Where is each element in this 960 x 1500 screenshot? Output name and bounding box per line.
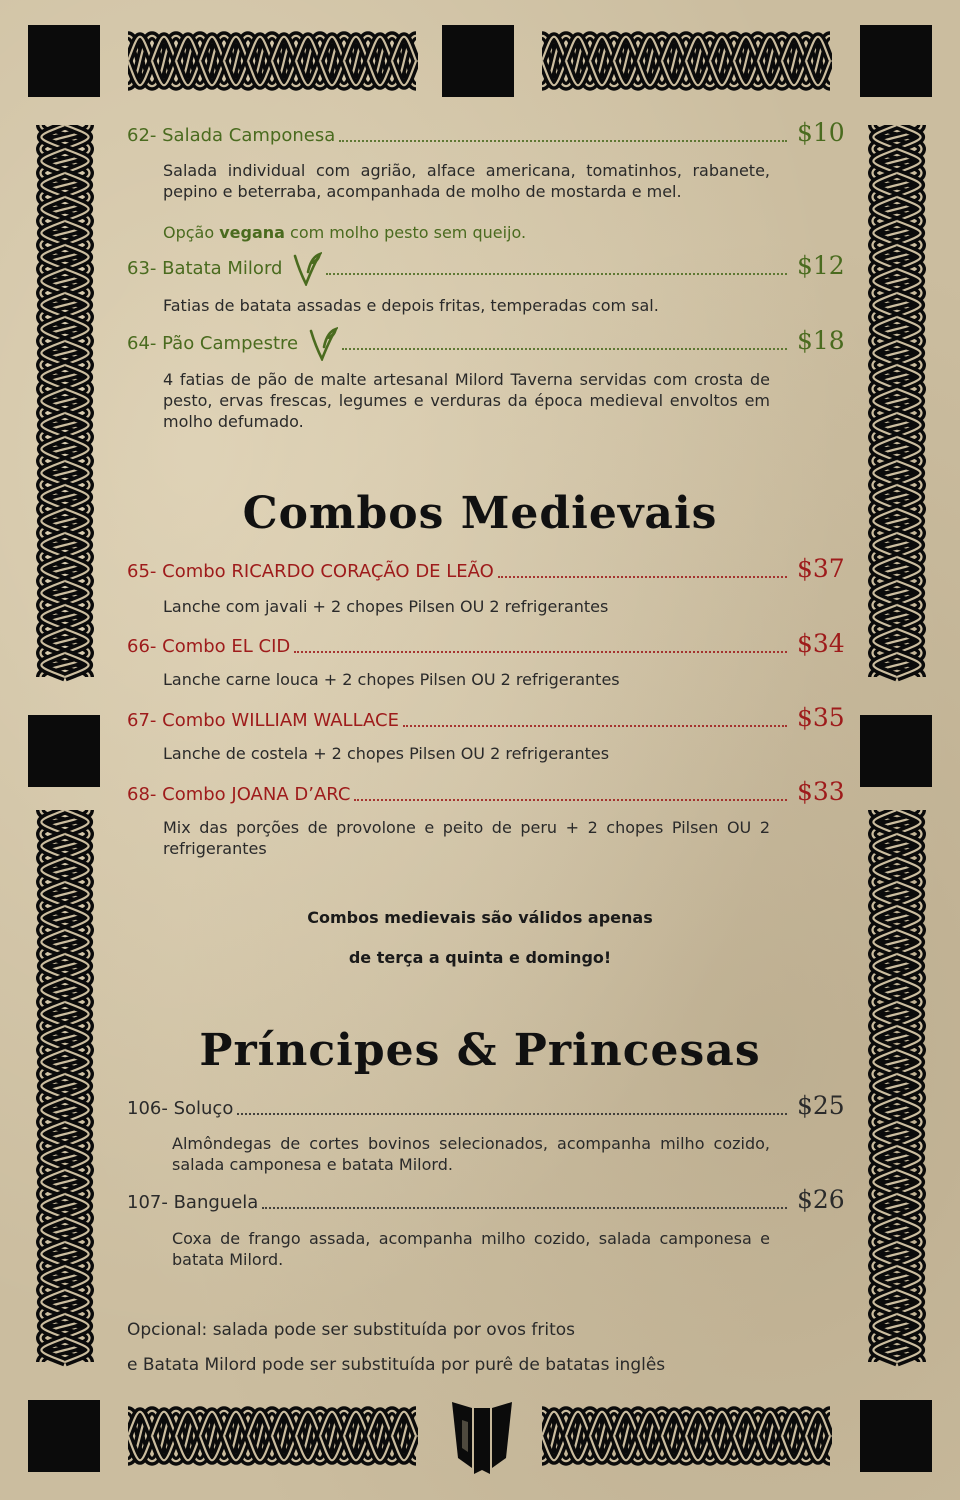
- item-description: Fatias de batata assadas e depois fritas, temperadas com sal.: [163, 296, 659, 315]
- square-right-middle: [860, 715, 932, 787]
- dot-leader: [237, 1113, 787, 1115]
- section-title-kids: Príncipes & Princesas: [199, 1025, 761, 1076]
- item-name: 106- Soluço: [127, 1098, 234, 1119]
- celtic-knot-top-left: [128, 25, 418, 97]
- leaf-icon: [308, 327, 338, 361]
- celtic-knot-left-upper: [30, 125, 100, 690]
- item-name: 65- Combo RICARDO CORAÇÃO DE LEÃO: [127, 561, 494, 582]
- item-name: 66- Combo EL CID: [127, 636, 291, 657]
- item-price: $10: [797, 118, 845, 147]
- item-description: Almôndegas de cortes bovinos selecionados, acompanha milho cozido, salada camponesa e batata Milord.: [172, 1134, 770, 1174]
- celtic-knot-bottom-right: [542, 1400, 832, 1472]
- menu-item-combo-ricardo: [127, 553, 845, 583]
- dot-leader: [342, 348, 787, 350]
- menu-item-pao-campestre: [127, 325, 845, 355]
- item-name: 64- Pão Campestre: [127, 333, 299, 354]
- optional-note-line1: Opcional: salada pode ser substituída por ovos fritos: [127, 1320, 576, 1340]
- item-name: 63- Batata Milord: [127, 258, 283, 279]
- square-left-middle: [28, 715, 100, 787]
- item-description: Mix das porções de provolone e peito de peru + 2 chopes Pilsen OU 2 refrigerantes: [163, 818, 770, 858]
- item-name: 62- Salada Camponesa: [127, 125, 336, 146]
- menu-item-soluco: [127, 1090, 845, 1120]
- option-text-pre: Opção: [163, 223, 220, 242]
- section-title-combos: Combos Medievais: [242, 488, 718, 539]
- menu-item-salada-camponesa: [127, 117, 845, 147]
- item-price: $33: [797, 777, 845, 806]
- corner-square-top-right: [860, 25, 932, 97]
- corner-square-bottom-left: [28, 1400, 100, 1472]
- option-text-post: com molho pesto sem queijo.: [284, 223, 527, 242]
- dot-leader: [498, 576, 787, 578]
- celtic-knot-right-lower: [862, 810, 932, 1375]
- menu-item-combo-el-cid: [127, 628, 845, 658]
- combo-validity-notice-line1: Combos medievais são válidos apenas: [307, 908, 653, 927]
- item-price: $37: [797, 554, 845, 583]
- menu-item-banguela: [127, 1184, 845, 1214]
- item-description: Lanche com javali + 2 chopes Pilsen OU 2 refrigerantes: [163, 597, 609, 616]
- dot-leader: [354, 799, 787, 801]
- item-price: $25: [797, 1091, 845, 1120]
- dot-leader: [294, 651, 787, 653]
- celtic-knot-bottom-left: [128, 1400, 418, 1472]
- item-price: $35: [797, 703, 845, 732]
- dot-leader: [339, 140, 787, 142]
- menu-item-combo-william-wallace: [127, 702, 845, 732]
- item-price: $26: [797, 1185, 845, 1214]
- square-top-center: [442, 25, 514, 97]
- item-price: $12: [797, 251, 845, 280]
- leaf-icon: [292, 252, 322, 286]
- combo-validity-notice-line2: de terça a quinta e domingo!: [348, 948, 612, 967]
- corner-square-bottom-right: [860, 1400, 932, 1472]
- dot-leader: [326, 273, 787, 275]
- item-description: Coxa de frango assada, acompanha milho cozido, salada camponesa e batata Milord.: [172, 1229, 770, 1269]
- item-price: $34: [797, 629, 845, 658]
- dot-leader: [403, 725, 787, 727]
- item-description: Salada individual com agrião, alface americana, tomatinhos, rabanete, pepino e beterraba, acompanhada de molho de mostarda e mel.: [163, 161, 770, 201]
- celtic-knot-right-upper: [862, 125, 932, 690]
- optional-note-line2: e Batata Milord pode ser substituída por purê de batatas inglês: [127, 1355, 666, 1375]
- item-price: $18: [797, 326, 845, 355]
- celtic-knot-left-lower: [30, 810, 100, 1375]
- item-name: 67- Combo WILLIAM WALLACE: [127, 710, 399, 731]
- corner-square-top-left: [28, 25, 100, 97]
- vegan-option-note: [163, 222, 770, 243]
- option-text-bold: vegana: [219, 223, 285, 242]
- celtic-knot-top-right: [542, 25, 832, 97]
- item-name: 107- Banguela: [127, 1192, 259, 1213]
- item-description: 4 fatias de pão de malte artesanal Milord Taverna servidas com crosta de pesto, ervas frescas, legumes e verduras da época medieval envoltos em molho defumado.: [163, 370, 770, 431]
- item-description: Lanche de costela + 2 chopes Pilsen OU 2 refrigerantes: [163, 744, 610, 763]
- menu-item-combo-joana-darc: [127, 776, 845, 806]
- dot-leader: [262, 1207, 787, 1209]
- menu-item-batata-milord: [127, 250, 845, 280]
- milord-crest-icon: [448, 1398, 516, 1478]
- item-description: Lanche carne louca + 2 chopes Pilsen OU 2 refrigerantes: [163, 670, 620, 689]
- item-name: 68- Combo JOANA D’ARC: [127, 784, 351, 805]
